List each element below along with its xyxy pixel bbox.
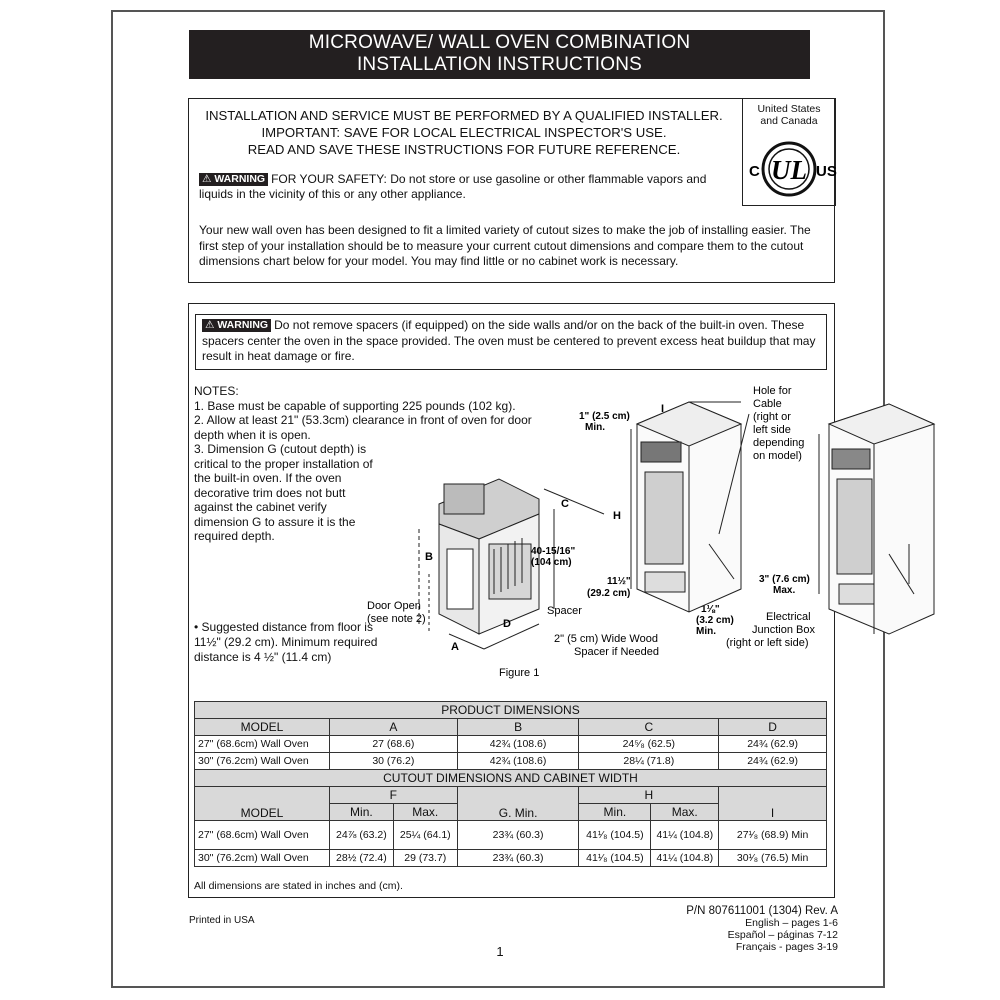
region-line-2: and Canada <box>760 115 818 127</box>
product-dimensions-title: PRODUCT DIMENSIONS <box>195 702 827 719</box>
hole-label-6: on model) <box>753 450 802 462</box>
label-i: I <box>661 403 665 415</box>
hole-label-2: Cable <box>753 398 782 410</box>
dimensions-table <box>194 701 827 867</box>
cd-row1-g: 23¾ (60.3) <box>457 821 579 850</box>
pd-row2-model: 30" (76.2cm) Wall Oven <box>195 753 330 770</box>
spacer-label: Spacer <box>547 605 582 617</box>
junction-label-3: (right or left side) <box>726 637 809 649</box>
pd-row2-c: 28¼ (71.8) <box>579 753 719 770</box>
label-a: A <box>451 641 459 653</box>
region-line-1: United States <box>757 103 821 115</box>
one-inch-label-1: 1" (2.5 cm) <box>579 411 630 422</box>
cd-row1-h-max: 41¼ (104.8) <box>651 821 719 850</box>
pd-header-a: A <box>329 719 457 736</box>
title-line-1: MICROWAVE/ WALL OVEN COMBINATION <box>308 32 691 53</box>
installer-notice <box>199 107 729 158</box>
ul-listed-icon <box>743 133 835 197</box>
spacer-warning-text: Do not remove spacers (if equipped) on the side walls and/or on the back of the built-in oven. These spacers center the oven in the space provided. The oven must be centered to prevent excess heat buildup that may result in heat damage or fire. <box>202 318 816 363</box>
pd-header-c: C <box>579 719 719 736</box>
french-pages: Français - pages 3-19 <box>735 941 838 953</box>
cabinet-drawing <box>819 404 934 634</box>
wood-spacer-label-1: 2" (5 cm) Wide Wood <box>554 633 658 645</box>
label-d: D <box>503 618 511 630</box>
eighth-label-3: Min. <box>696 626 716 637</box>
label-c: C <box>561 498 569 510</box>
cd-header-h-max: Max. <box>651 804 719 821</box>
three-inch-label-1: 3" (7.6 cm) <box>759 574 810 585</box>
depth-label-1: 40-15/16" <box>531 546 576 557</box>
warning-badge: ⚠ WARNING <box>202 319 271 332</box>
hole-label-5: depending <box>753 437 805 449</box>
one-inch-label-2: Min. <box>585 422 605 433</box>
eighth-label-2: (3.2 cm) <box>696 615 734 626</box>
three-inch-label-2: Max. <box>773 585 796 596</box>
table-row <box>195 821 827 850</box>
pd-row1-model: 27" (68.6cm) Wall Oven <box>195 736 330 753</box>
pd-row1-d: 24¾ (62.9) <box>719 736 827 753</box>
cd-row2-i: 30¹⁄₈ (76.5) Min <box>719 850 827 867</box>
cd-header-f-max: Max. <box>393 804 457 821</box>
pd-row2-a: 30 (76.2) <box>329 753 457 770</box>
notice-line-2: IMPORTANT: SAVE FOR LOCAL ELECTRICAL INSPECTOR'S USE. <box>261 125 667 140</box>
safety-text: FOR YOUR SAFETY: Do not store or use gasoline or other flammable vapors and liquids in the vicinity of this or any other appliance. <box>199 172 707 201</box>
hole-label-1: Hole for <box>753 385 792 397</box>
english-pages: English – pages 1-6 <box>745 917 838 929</box>
figure-caption: Figure 1 <box>499 667 540 679</box>
cd-header-i: I <box>719 787 827 821</box>
pd-row2-b: 42¾ (108.6) <box>457 753 579 770</box>
intro-paragraph: Your new wall oven has been designed to fit a limited variety of cutout sizes to make the job of installing easier. The first step of your installation should be to measure your current cutout dimensions and compare them to the cutout dimensions chart below for your model. You may find little or no cabinet work is necessary. <box>199 223 811 268</box>
eighth-label-1: 1⅛" <box>701 604 720 615</box>
pd-header-model: MODEL <box>195 719 330 736</box>
see-note-label: (see note 2) <box>367 613 426 625</box>
notice-line-3: READ AND SAVE THESE INSTRUCTIONS FOR FUTURE REFERENCE. <box>247 142 681 157</box>
pd-header-d: D <box>719 719 827 736</box>
cd-row1-f-max: 25¼ (64.1) <box>393 821 457 850</box>
ul-logo-text: UL <box>771 155 807 185</box>
printed-in-label: Printed in USA <box>189 915 255 926</box>
ul-left-letter: C <box>749 163 760 180</box>
door-open-label: Door Open <box>367 600 421 612</box>
pd-header-b: B <box>457 719 579 736</box>
dimensions-footnote: All dimensions are stated in inches and (cm). <box>194 880 403 892</box>
cd-row1-h-min: 41¹⁄₈ (104.5) <box>579 821 651 850</box>
table-row <box>195 736 827 753</box>
pd-row2-d: 24¾ (62.9) <box>719 753 827 770</box>
note-1: 1. Base must be capable of supporting 225 pounds (102 kg). <box>194 398 516 413</box>
cd-row2-g: 23¾ (60.3) <box>457 850 579 867</box>
cd-row1-model: 27" (68.6cm) Wall Oven <box>195 821 330 850</box>
table-row <box>195 850 827 867</box>
note-2: 2. Allow at least 21" (53.3cm) clearance in front of oven for door depth when it is open. <box>194 413 532 442</box>
cutout-dimensions-title: CUTOUT DIMENSIONS AND CABINET WIDTH <box>195 770 827 787</box>
cd-row2-model: 30" (76.2cm) Wall Oven <box>195 850 330 867</box>
cd-group-h: H <box>579 787 719 804</box>
pd-row1-a: 27 (68.6) <box>329 736 457 753</box>
notes-heading: NOTES: <box>194 384 239 398</box>
cd-header-f-min: Min. <box>329 804 393 821</box>
wood-spacer-label-2: Spacer if Needed <box>574 646 659 658</box>
cutout-cabinet-drawing <box>631 402 749 612</box>
cd-row1-i: 27¹⁄₈ (68.9) Min <box>719 821 827 850</box>
hole-label-3: (right or <box>753 411 791 423</box>
oven-drawing <box>419 479 604 649</box>
label-b: B <box>425 551 433 563</box>
page-number: 1 <box>496 944 504 959</box>
title-line-2: INSTALLATION INSTRUCTIONS <box>356 54 643 75</box>
cd-header-model: MODEL <box>195 787 330 821</box>
cd-row2-f-max: 29 (73.7) <box>393 850 457 867</box>
pd-row1-b: 42¾ (108.6) <box>457 736 579 753</box>
warning-badge: ⚠ WARNING <box>199 173 268 186</box>
spacer-warning-box <box>195 314 827 370</box>
notice-line-1: INSTALLATION AND SERVICE MUST BE PERFORMED BY A QUALIFIED INSTALLER. <box>205 108 723 123</box>
cd-header-h-min: Min. <box>579 804 651 821</box>
intro-box <box>188 98 835 283</box>
cd-row2-h-max: 41¼ (104.8) <box>651 850 719 867</box>
certification-box <box>742 98 836 206</box>
ul-right-letters: US <box>816 163 837 180</box>
pd-row1-c: 24⁵⁄₈ (62.5) <box>579 736 719 753</box>
spanish-pages: Español – páginas 7-12 <box>727 929 838 941</box>
table-row <box>195 753 827 770</box>
note-3: 3. Dimension G (cutout depth) is critical to the proper installation of the built-in oven. If the oven decorative trim does not butt against the cabinet verify dimension G to assure it is the required depth. <box>194 442 373 543</box>
suggested-distance-note: • Suggested distance from floor is 11½" (29.2 cm). Minimum required distance is 4 ½" (11.4 cm) <box>194 620 378 664</box>
document-page <box>111 10 885 988</box>
depth-label-2: (104 cm) <box>531 557 572 568</box>
floor-label-2: (29.2 cm) <box>587 588 631 599</box>
cd-group-f: F <box>329 787 457 804</box>
cd-row2-f-min: 28½ (72.4) <box>329 850 393 867</box>
safety-warning <box>199 172 739 202</box>
cd-header-g: G. Min. <box>457 787 579 821</box>
junction-label-1: Electrical <box>766 611 811 623</box>
junction-label-2: Junction Box <box>752 624 815 636</box>
title-banner <box>189 30 810 79</box>
installation-figure <box>367 384 836 679</box>
floor-label-1: 11½" <box>607 576 631 587</box>
part-number: P/N 807611001 (1304) Rev. A <box>686 905 838 917</box>
main-section <box>188 303 835 898</box>
hole-label-4: left side <box>753 424 791 436</box>
cd-row2-h-min: 41¹⁄₈ (104.5) <box>579 850 651 867</box>
label-h: H <box>613 510 621 522</box>
cd-row1-f-min: 24⅞ (63.2) <box>329 821 393 850</box>
